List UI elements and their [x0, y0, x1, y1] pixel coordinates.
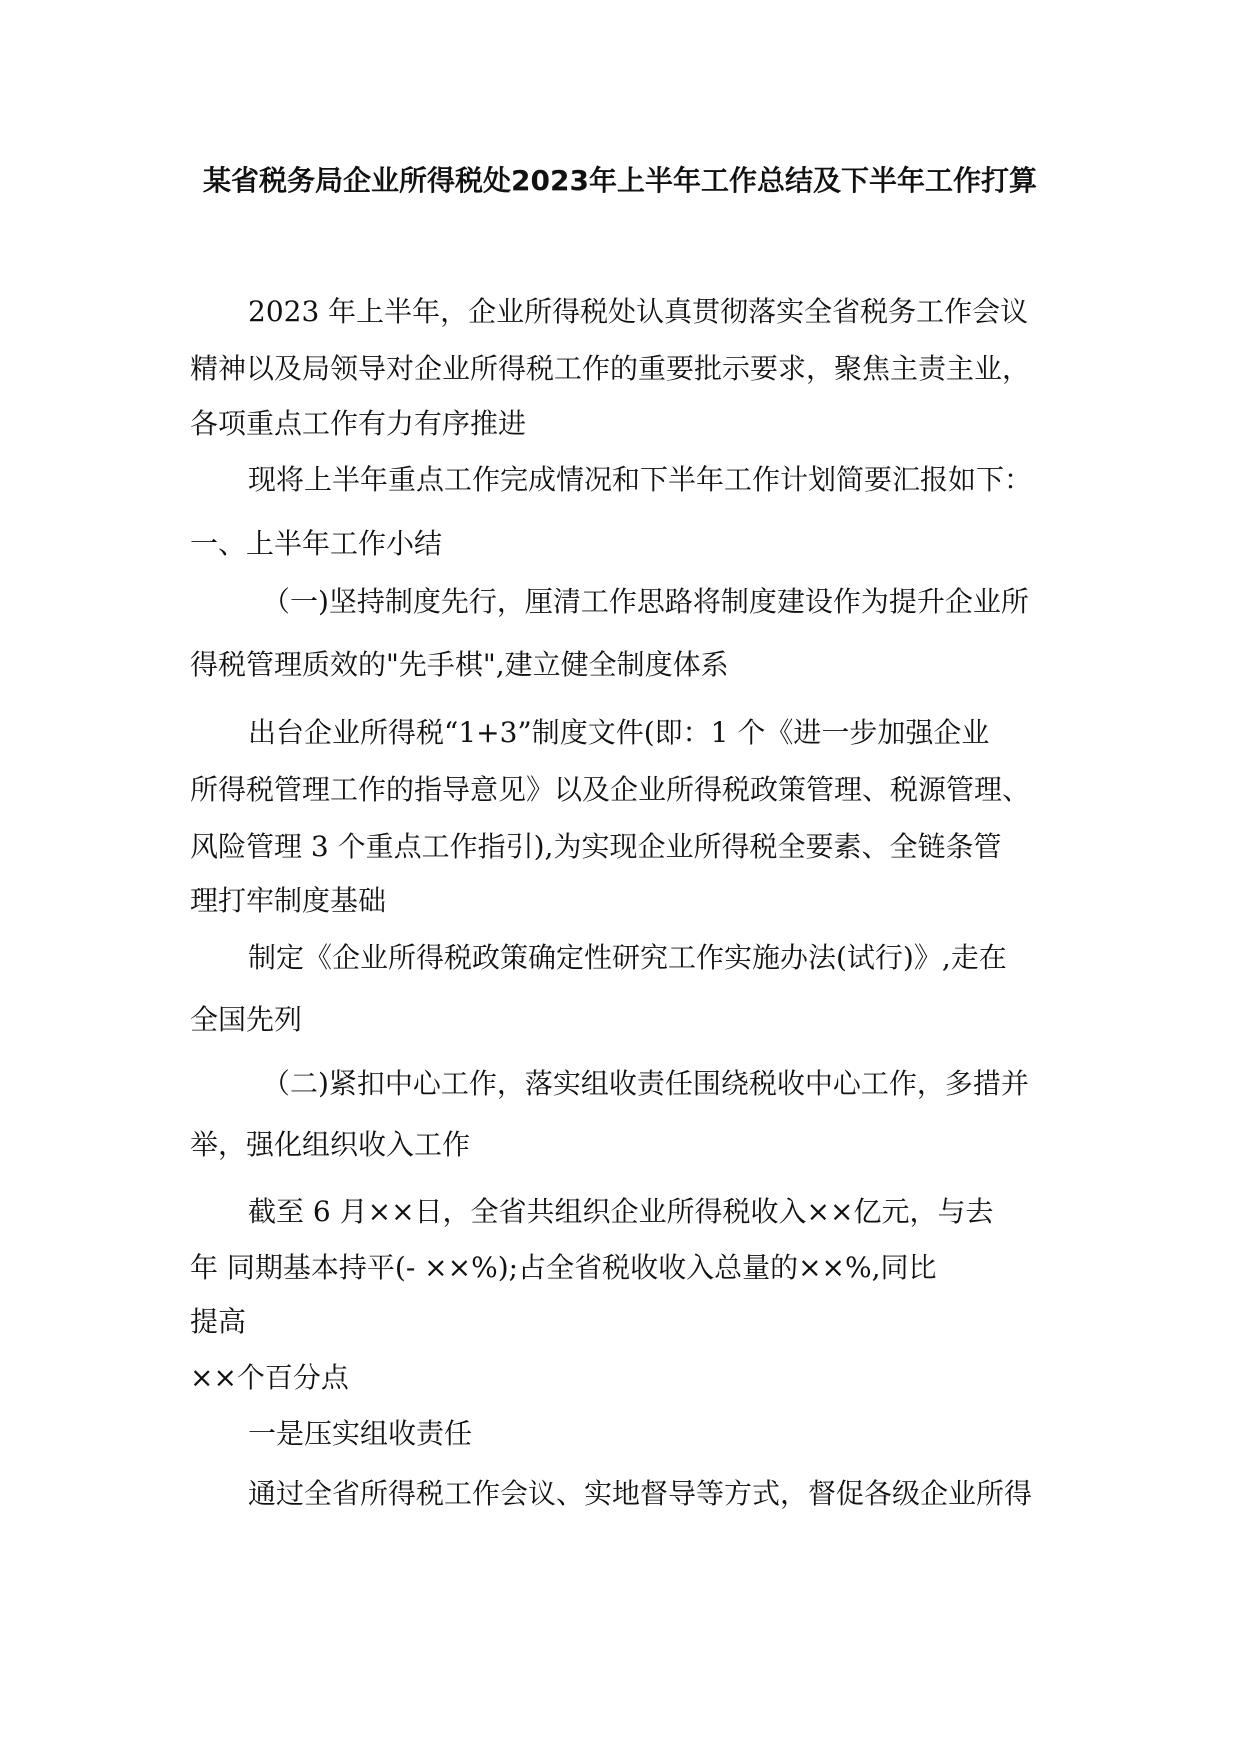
paragraph-line: 理打牢制度基础: [190, 884, 387, 917]
subsection-heading: （二)紧扣中心工作，落实组收责任围绕税收中心工作，多措并: [262, 1067, 1029, 1100]
paragraph-line: 全国先列: [190, 1003, 303, 1036]
paragraph-line: 制定《企业所得税政策确定性研究工作实施办法(试行)》,走在: [248, 941, 1007, 974]
paragraph-line: 截至 6 月××日，全省共组织企业所得税收入××亿元，与去: [248, 1195, 994, 1228]
paragraph-line: 现将上半年重点工作完成情况和下半年工作计划简要汇报如下：: [248, 463, 1033, 496]
document-title: 某省税务局企业所得税处2023年上半年工作总结及下半年工作打算: [203, 164, 1037, 197]
subsection-heading: （一)坚持制度先行，厘清工作思路将制度建设作为提升企业所: [262, 585, 1029, 618]
paragraph-line: 2023 年上半年，企业所得税处认真贯彻落实全省税务工作会议: [248, 295, 1029, 328]
paragraph-line: 精神以及局领导对企业所得税工作的重要批示要求，聚焦主责主业，: [190, 352, 1031, 385]
paragraph-line: 提高: [190, 1305, 247, 1338]
section-heading: 一、上半年工作小结: [190, 527, 443, 560]
paragraph-line: ××个百分点: [190, 1361, 349, 1394]
paragraph-line: 年 同期基本持平(- ××%);占全省税收收入总量的××%,同比: [190, 1251, 937, 1284]
subsection-heading-continued: 举，强化组织收入工作: [190, 1128, 471, 1161]
paragraph-line: 所得税管理工作的指导意见》以及企业所得税政策管理、税源管理、: [190, 773, 1031, 806]
paragraph-line: 一是压实组收责任: [248, 1417, 473, 1450]
subsection-heading-continued: 得税管理质效的"先手棋",建立健全制度体系: [190, 648, 729, 681]
paragraph-line: 出台企业所得税“1+3”制度文件(即：1 个《进一步加强企业: [248, 716, 990, 749]
paragraph-line: 通过全省所得税工作会议、实地督导等方式，督促各级企业所得: [248, 1477, 1033, 1510]
paragraph-line: 各项重点工作有力有序推进: [190, 407, 527, 440]
paragraph-line: 风险管理 3 个重点工作指引),为实现企业所得税全要素、全链条管: [190, 830, 1002, 863]
